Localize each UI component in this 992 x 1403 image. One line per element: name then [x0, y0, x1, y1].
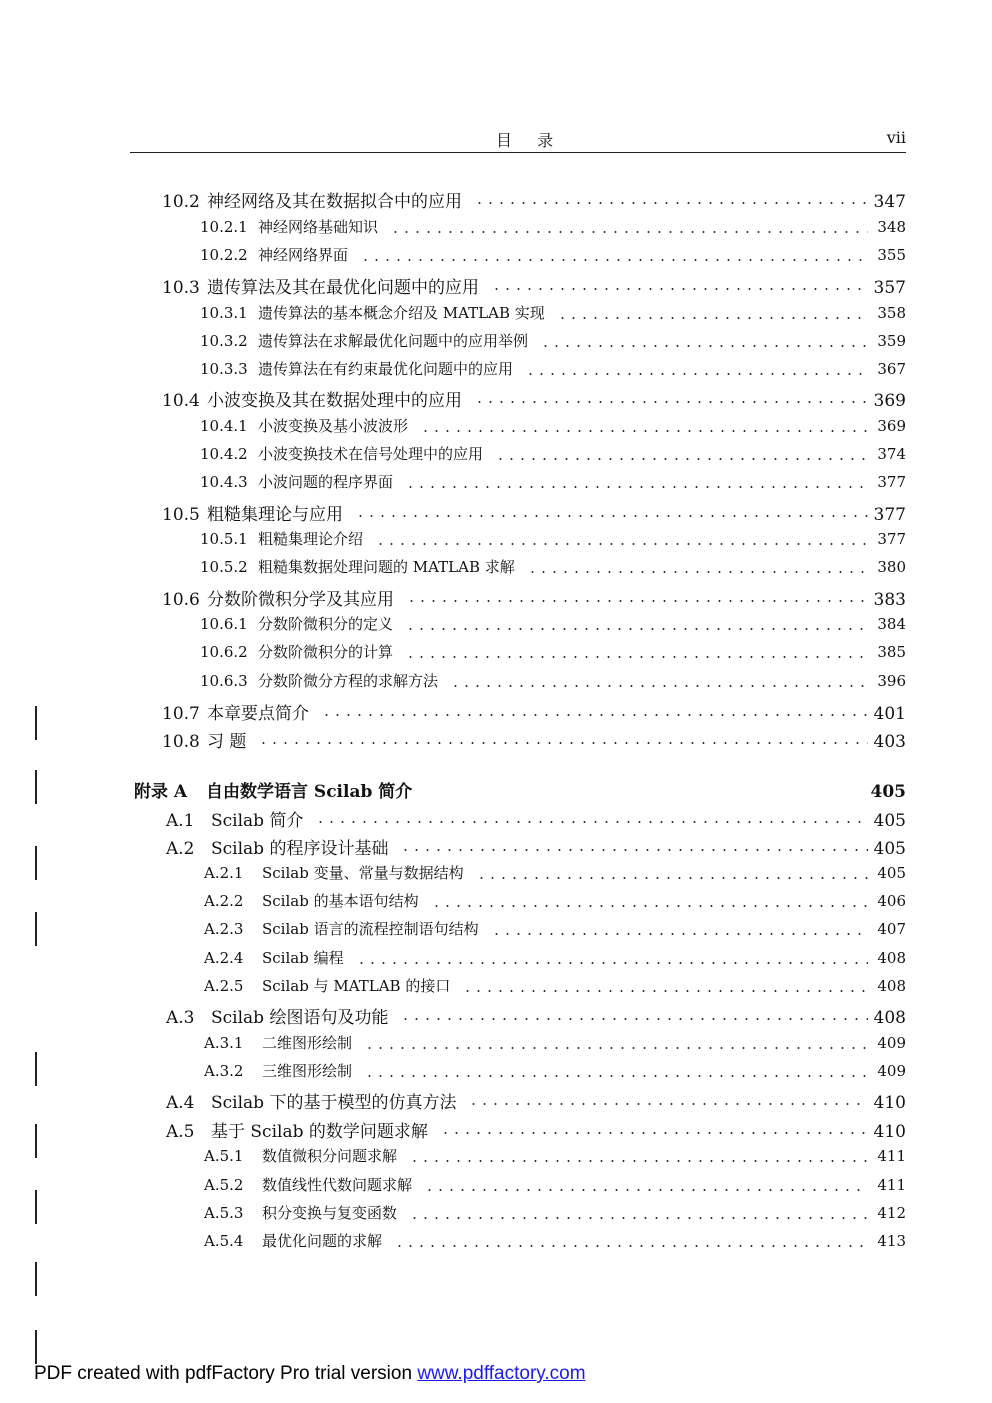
toc-leader-dots	[468, 1103, 867, 1105]
toc-title: 遗传算法在有约束最优化问题中的应用	[258, 360, 514, 378]
toc-section[interactable]	[166, 834, 906, 860]
toc-page-number: 408	[877, 977, 906, 995]
toc-number: 10.7	[162, 704, 200, 724]
toc-leader-dots	[540, 345, 868, 347]
toc-subsection[interactable]	[200, 556, 906, 582]
toc-number: 10.4	[162, 391, 200, 411]
toc-page-number: 374	[877, 445, 906, 463]
margin-mark	[35, 770, 37, 804]
toc-leader-dots	[424, 1189, 868, 1191]
toc-page-number: 377	[873, 505, 906, 525]
toc-title: 数值微积分问题求解	[262, 1147, 398, 1165]
toc-number: 10.4.1	[200, 417, 248, 435]
toc-number: 10.2	[162, 192, 200, 212]
toc-leader-dots	[405, 656, 868, 658]
margin-mark	[35, 1262, 37, 1296]
toc-subsection[interactable]	[204, 1230, 906, 1256]
toc-title: Scilab 绘图语句及功能	[211, 1008, 389, 1028]
toc-leader-dots	[406, 600, 868, 602]
margin-mark	[35, 1052, 37, 1086]
margin-marks	[0, 0, 60, 1403]
toc-title: 最优化问题的求解	[262, 1232, 383, 1250]
toc-section[interactable]	[162, 727, 906, 753]
margin-mark	[35, 706, 37, 740]
margin-mark	[35, 846, 37, 880]
toc-page-number: 396	[877, 672, 906, 690]
toc-subsection[interactable]	[204, 947, 906, 973]
toc-number: 10.5	[162, 505, 200, 525]
toc-page-number: 410	[873, 1122, 906, 1142]
toc-page-number: 409	[877, 1062, 906, 1080]
toc-title: 粗糙集数据处理问题的 MATLAB 求解	[258, 558, 515, 576]
toc-leader-dots	[527, 571, 868, 573]
toc-subsection[interactable]	[200, 528, 906, 554]
toc-leader-dots	[440, 1132, 868, 1134]
toc-subsection[interactable]	[200, 613, 906, 639]
toc-leader-dots	[321, 714, 868, 716]
toc-title: 分数阶微积分学及其应用	[207, 590, 394, 610]
toc-page-number: 405	[873, 811, 906, 831]
footer-text: PDF created with pdfFactory Pro trial version	[34, 1363, 418, 1384]
toc-section[interactable]	[166, 1003, 906, 1029]
toc-page-number: 401	[873, 704, 906, 724]
toc-section[interactable]	[162, 386, 906, 412]
toc-page-number: 369	[877, 417, 906, 435]
toc-leader-dots	[495, 458, 868, 460]
toc-subsection[interactable]	[200, 216, 906, 242]
toc-title: 小波变换及其在数据处理中的应用	[207, 391, 462, 411]
toc-leader-dots	[431, 905, 868, 907]
footer-link[interactable]: www.pdffactory.com	[417, 1363, 586, 1384]
toc-page-number: 403	[873, 732, 906, 752]
toc-leader-dots	[400, 849, 867, 851]
margin-mark	[35, 1330, 37, 1364]
toc-title: 小波问题的程序界面	[258, 473, 394, 491]
toc-number: 10.4.3	[200, 473, 248, 491]
toc-number: A.1	[166, 811, 195, 831]
toc-leader-dots	[360, 259, 868, 261]
toc-subsection[interactable]	[200, 330, 906, 356]
toc-subsection[interactable]	[204, 918, 906, 944]
toc-number: A.3.2	[204, 1062, 244, 1080]
toc-title: 分数阶微积分的定义	[258, 615, 394, 633]
toc-number: A.5.2	[204, 1176, 244, 1194]
toc-leader-dots	[356, 962, 868, 964]
toc-subsection[interactable]	[204, 1174, 906, 1200]
toc-number: A.4	[166, 1093, 195, 1113]
toc-subsection[interactable]	[204, 1060, 906, 1086]
toc-number: A.2.5	[204, 977, 244, 995]
toc-title: Scilab 语言的流程控制语句结构	[262, 920, 479, 938]
toc-leader-dots	[364, 1075, 868, 1077]
toc-title: 三维图形绘制	[262, 1062, 353, 1080]
toc-leader-dots	[400, 1018, 867, 1020]
toc-number: 10.6.1	[200, 615, 248, 633]
toc-title: 遗传算法及其在最优化问题中的应用	[207, 278, 479, 298]
toc-number: 10.2.2	[200, 246, 248, 264]
toc-subsection[interactable]	[200, 415, 906, 441]
toc-page-number: 348	[877, 218, 906, 236]
toc-title: 神经网络界面	[258, 246, 349, 264]
toc-page-number: 377	[877, 530, 906, 548]
toc-subsection[interactable]	[204, 862, 906, 888]
toc-leader-dots	[424, 792, 864, 794]
toc-subsection[interactable]	[200, 244, 906, 270]
toc-page-number: 408	[877, 949, 906, 967]
toc-subsection[interactable]	[204, 890, 906, 916]
toc-title: 分数阶微积分的计算	[258, 643, 394, 661]
toc-title: 本章要点简介	[207, 704, 309, 724]
toc-page-number: 358	[877, 304, 906, 322]
toc-title: 粗糙集理论介绍	[258, 530, 364, 548]
toc-page-number: 355	[877, 246, 906, 264]
toc-page-number: 367	[877, 360, 906, 378]
toc-page-number: 377	[877, 473, 906, 491]
toc-leader-dots	[405, 628, 868, 630]
toc-subsection[interactable]	[200, 641, 906, 667]
toc-title: 数值线性代数问题求解	[262, 1176, 413, 1194]
toc-page-number: 412	[877, 1204, 906, 1222]
toc-subsection[interactable]	[200, 302, 906, 328]
margin-mark	[35, 1190, 37, 1224]
toc-leader-dots	[355, 515, 868, 517]
toc-page-number: 409	[877, 1034, 906, 1052]
toc-subsection[interactable]	[204, 1145, 906, 1171]
toc-page-number: 347	[873, 192, 906, 212]
toc-number: A.5.1	[204, 1147, 244, 1165]
toc-title: Scilab 的程序设计基础	[211, 839, 389, 859]
toc-leader-dots	[491, 933, 868, 935]
toc-page-number: 413	[877, 1232, 906, 1250]
toc-title: 积分变换与复变函数	[262, 1204, 398, 1222]
toc-section[interactable]	[162, 699, 906, 725]
toc-page-number: 410	[873, 1093, 906, 1113]
toc-title: Scilab 的基本语句结构	[262, 892, 419, 910]
toc-number: 10.6.3	[200, 672, 248, 690]
toc-subsection[interactable]	[200, 358, 906, 384]
toc-number: 10.3.3	[200, 360, 248, 378]
toc-subsection[interactable]	[200, 443, 906, 469]
toc-title: Scilab 简介	[211, 811, 304, 831]
toc-subsection[interactable]	[200, 471, 906, 497]
toc-title: 遗传算法的基本概念介绍及 MATLAB 实现	[258, 304, 545, 322]
toc-leader-dots	[409, 1217, 868, 1219]
toc-section[interactable]	[166, 806, 906, 832]
toc-leader-dots	[476, 877, 868, 879]
toc-leader-dots	[315, 821, 867, 823]
toc-title: 小波变换技术在信号处理中的应用	[258, 445, 484, 463]
toc-title: Scilab 与 MATLAB 的接口	[262, 977, 451, 995]
toc-number: 10.4.2	[200, 445, 248, 463]
toc-leader-dots	[409, 1160, 868, 1162]
toc-section[interactable]	[162, 273, 906, 299]
toc-leader-dots	[364, 1047, 868, 1049]
toc-number: A.2.2	[204, 892, 244, 910]
toc-leader-dots	[491, 288, 868, 290]
toc-number: A.2.4	[204, 949, 244, 967]
toc-page-number: 369	[873, 391, 906, 411]
toc-title: Scilab 编程	[262, 949, 344, 967]
toc-page-number: 359	[877, 332, 906, 350]
toc-leader-dots	[474, 202, 868, 204]
toc-number: 附录 A	[134, 782, 188, 802]
toc-title: Scilab 下的基于模型的仿真方法	[211, 1093, 457, 1113]
toc-appendix[interactable]	[134, 777, 906, 803]
toc-section[interactable]	[166, 1117, 906, 1143]
toc-number: 10.8	[162, 732, 200, 752]
toc-title: 习 题	[207, 732, 247, 752]
toc-number: A.2.3	[204, 920, 244, 938]
toc-title: 粗糙集理论与应用	[207, 505, 343, 525]
toc-subsection[interactable]	[200, 670, 906, 696]
toc-number: A.5	[166, 1122, 195, 1142]
toc-title: Scilab 变量、常量与数据结构	[262, 864, 464, 882]
toc-page-number: 405	[877, 864, 906, 882]
toc-number: A.2.1	[204, 864, 244, 882]
toc-leader-dots	[258, 742, 867, 744]
toc-number: 10.5.1	[200, 530, 248, 548]
header-title: 目 录	[496, 131, 564, 150]
toc-subsection[interactable]	[204, 1202, 906, 1228]
toc-number: 10.2.1	[200, 218, 248, 236]
toc-subsection[interactable]	[204, 1032, 906, 1058]
toc-title: 自由数学语言 Scilab 简介	[206, 782, 413, 802]
toc-title: 基于 Scilab 的数学问题求解	[211, 1122, 428, 1142]
toc-number: A.5.4	[204, 1232, 244, 1250]
pdf-footer	[34, 1363, 586, 1385]
toc-page-number: 383	[873, 590, 906, 610]
toc-page-number: 411	[877, 1176, 906, 1194]
toc-section[interactable]	[162, 187, 906, 213]
toc-leader-dots	[525, 373, 868, 375]
margin-mark	[35, 1124, 37, 1158]
toc-number: 10.3	[162, 278, 200, 298]
toc-number: 10.5.2	[200, 558, 248, 576]
toc-section[interactable]	[162, 500, 906, 526]
toc-title: 神经网络及其在数据拟合中的应用	[207, 192, 462, 212]
toc-leader-dots	[450, 685, 868, 687]
toc-leader-dots	[474, 401, 868, 403]
toc-section[interactable]	[162, 585, 906, 611]
toc-title: 遗传算法在求解最优化问题中的应用举例	[258, 332, 529, 350]
toc-page-number: 405	[870, 782, 906, 802]
toc-page-number: 405	[873, 839, 906, 859]
toc-title: 小波变换及基小波波形	[258, 417, 409, 435]
toc-section[interactable]	[166, 1088, 906, 1114]
toc-title: 分数阶微分方程的求解方法	[258, 672, 439, 690]
toc-number: 10.3.2	[200, 332, 248, 350]
toc-page-number: 384	[877, 615, 906, 633]
toc-number: A.3	[166, 1008, 195, 1028]
toc-title: 二维图形绘制	[262, 1034, 353, 1052]
toc-leader-dots	[390, 231, 868, 233]
toc-page-number: 407	[877, 920, 906, 938]
toc-number: A.2	[166, 839, 195, 859]
toc-leader-dots	[405, 486, 868, 488]
toc-page-number: 380	[877, 558, 906, 576]
toc-leader-dots	[375, 543, 868, 545]
toc-number: 10.6	[162, 590, 200, 610]
toc-leader-dots	[394, 1245, 868, 1247]
toc-number: 10.6.2	[200, 643, 248, 661]
toc-leader-dots	[462, 990, 868, 992]
toc-leader-dots	[557, 317, 868, 319]
toc-page-number: 406	[877, 892, 906, 910]
toc-leader-dots	[420, 430, 868, 432]
toc-page-number: 385	[877, 643, 906, 661]
toc-number: A.5.3	[204, 1204, 244, 1222]
toc-page-number: 357	[873, 278, 906, 298]
toc-subsection[interactable]	[204, 975, 906, 1001]
margin-mark	[35, 912, 37, 946]
toc-number: 10.3.1	[200, 304, 248, 322]
toc-page-number: 408	[873, 1008, 906, 1028]
toc-page-number: 411	[877, 1147, 906, 1165]
header-page-number: vii	[886, 128, 906, 147]
toc-title: 神经网络基础知识	[258, 218, 379, 236]
toc-number: A.3.1	[204, 1034, 244, 1052]
